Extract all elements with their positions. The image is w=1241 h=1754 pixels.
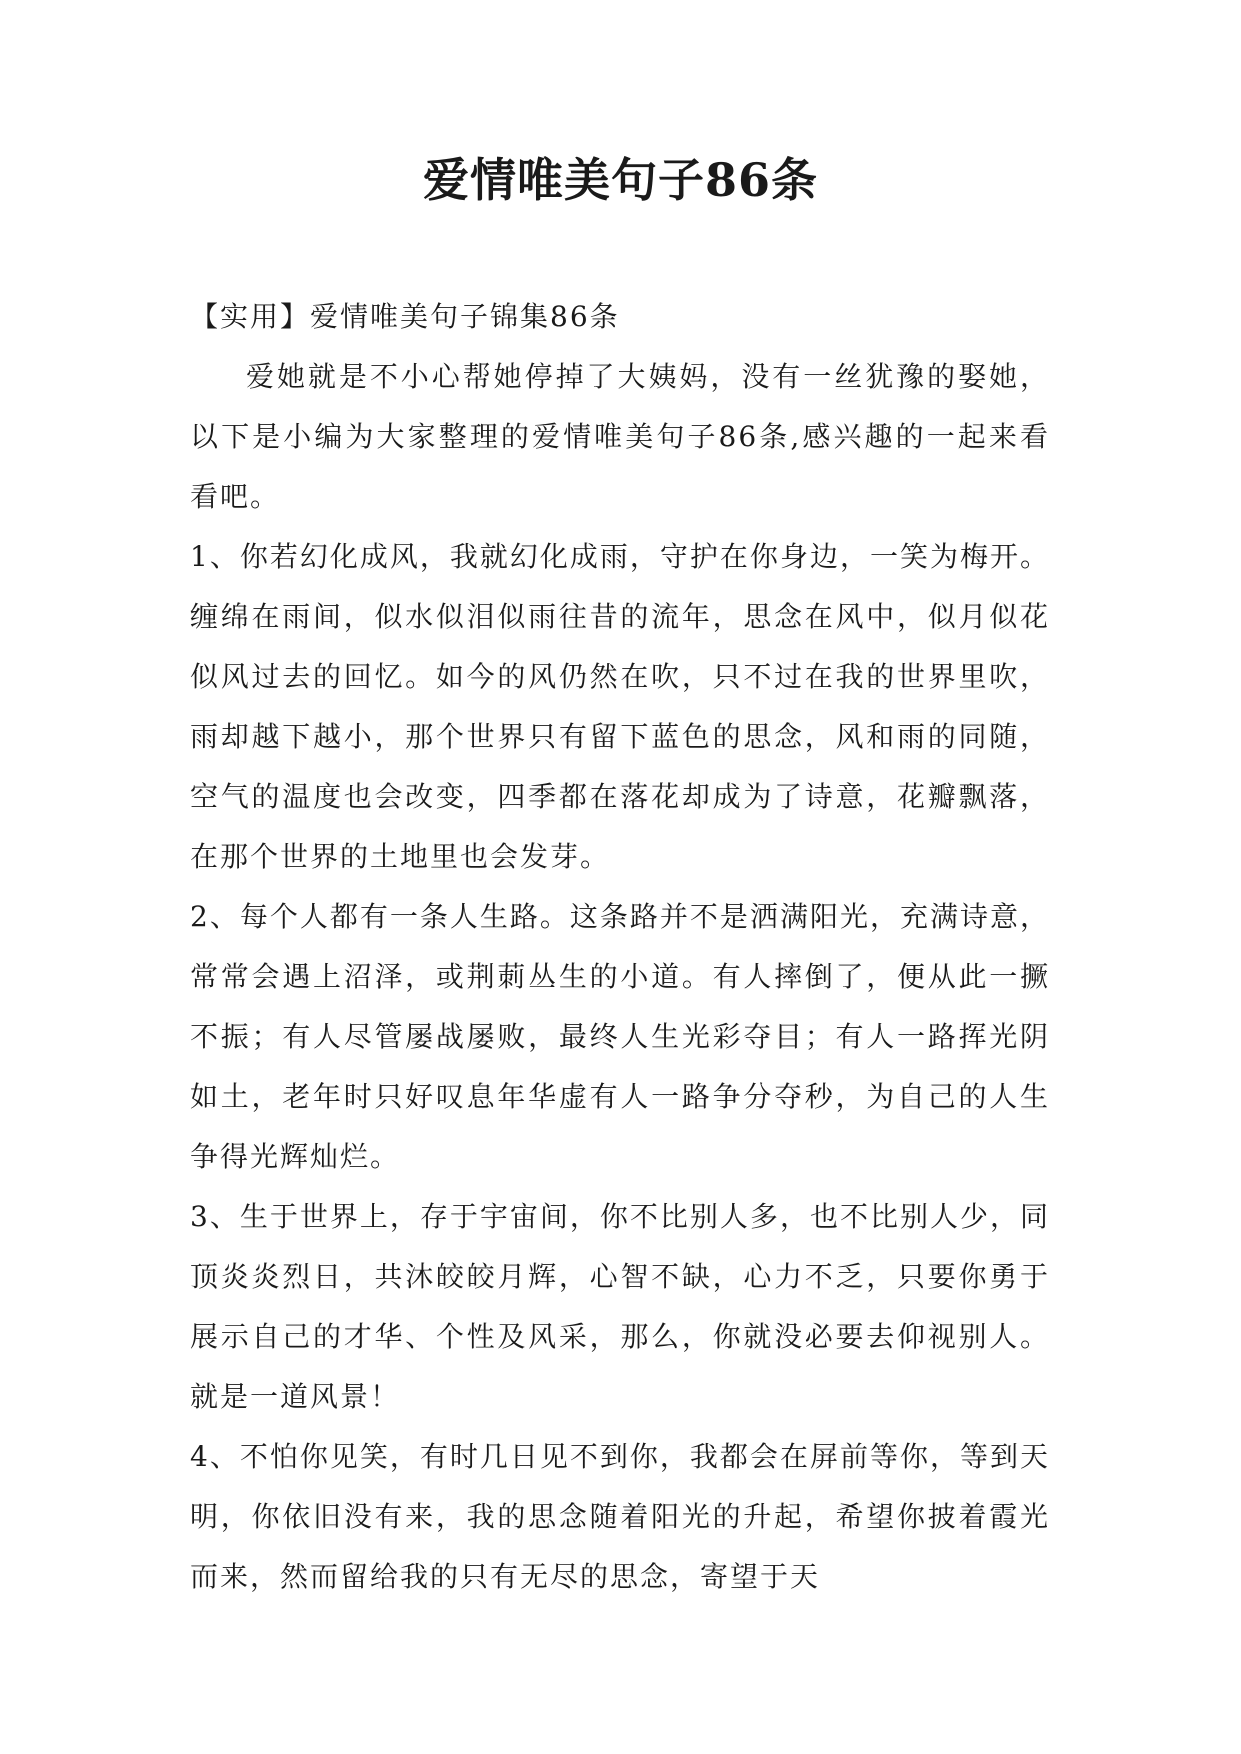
sentence-item-4: 4、不怕你见笑，有时几日见不到你，我都会在屏前等你，等到天明，你依旧没有来，我的思念随着阳光的升起，希望你披着霞光而来，然而留给我的只有无尽的思念，寄望于天 — [190, 1440, 1050, 1593]
sentence-item-1: 1、你若幻化成风，我就幻化成雨，守护在你身边，一笑为梅开。缠绵在雨间，似水似泪似雨往昔的流年，思念在风中，似月似花似风过去的回忆。如今的风仍然在吹，只不过在我的世界里吹，雨却越下越小，那个世界只有留下蓝色的思念，风和雨的同随，空气的温度也会改变，四季都在落花却成为了诗意，花瓣飘落，在那个世界的土地里也会发芽。 — [190, 540, 1050, 873]
intro-paragraph: 爱她就是不小心帮她停掉了大姨妈，没有一丝犹豫的娶她，以下是小编为大家整理的爱情唯美句子86条,感兴趣的一起来看看吧。 — [190, 360, 1050, 513]
sentence-item-3: 3、生于世界上，存于宇宙间，你不比别人多，也不比别人少，同顶炎炎烈日，共沐皎皎月辉，心智不缺，心力不乏，只要你勇于展示自己的才华、个性及风采，那么，你就没必要去仰视别人。就是一道风景！ — [190, 1200, 1050, 1413]
document-subtitle: 【实用】爱情唯美句子锦集86条 — [190, 300, 620, 333]
sentence-item-2: 2、每个人都有一条人生路。这条路并不是洒满阳光，充满诗意，常常会遇上沼泽，或荆莿丛生的小道。有人摔倒了，便从此一撅不振；有人尽管屡战屡败，最终人生光彩夺目；有人一路挥光阴如土，老年时只好叹息年华虚有人一路争分夺秒，为自己的人生争得光辉灿烂。 — [190, 900, 1050, 1173]
document-title: 爱情唯美句子86条 — [422, 153, 818, 207]
document-body — [190, 287, 1050, 1607]
